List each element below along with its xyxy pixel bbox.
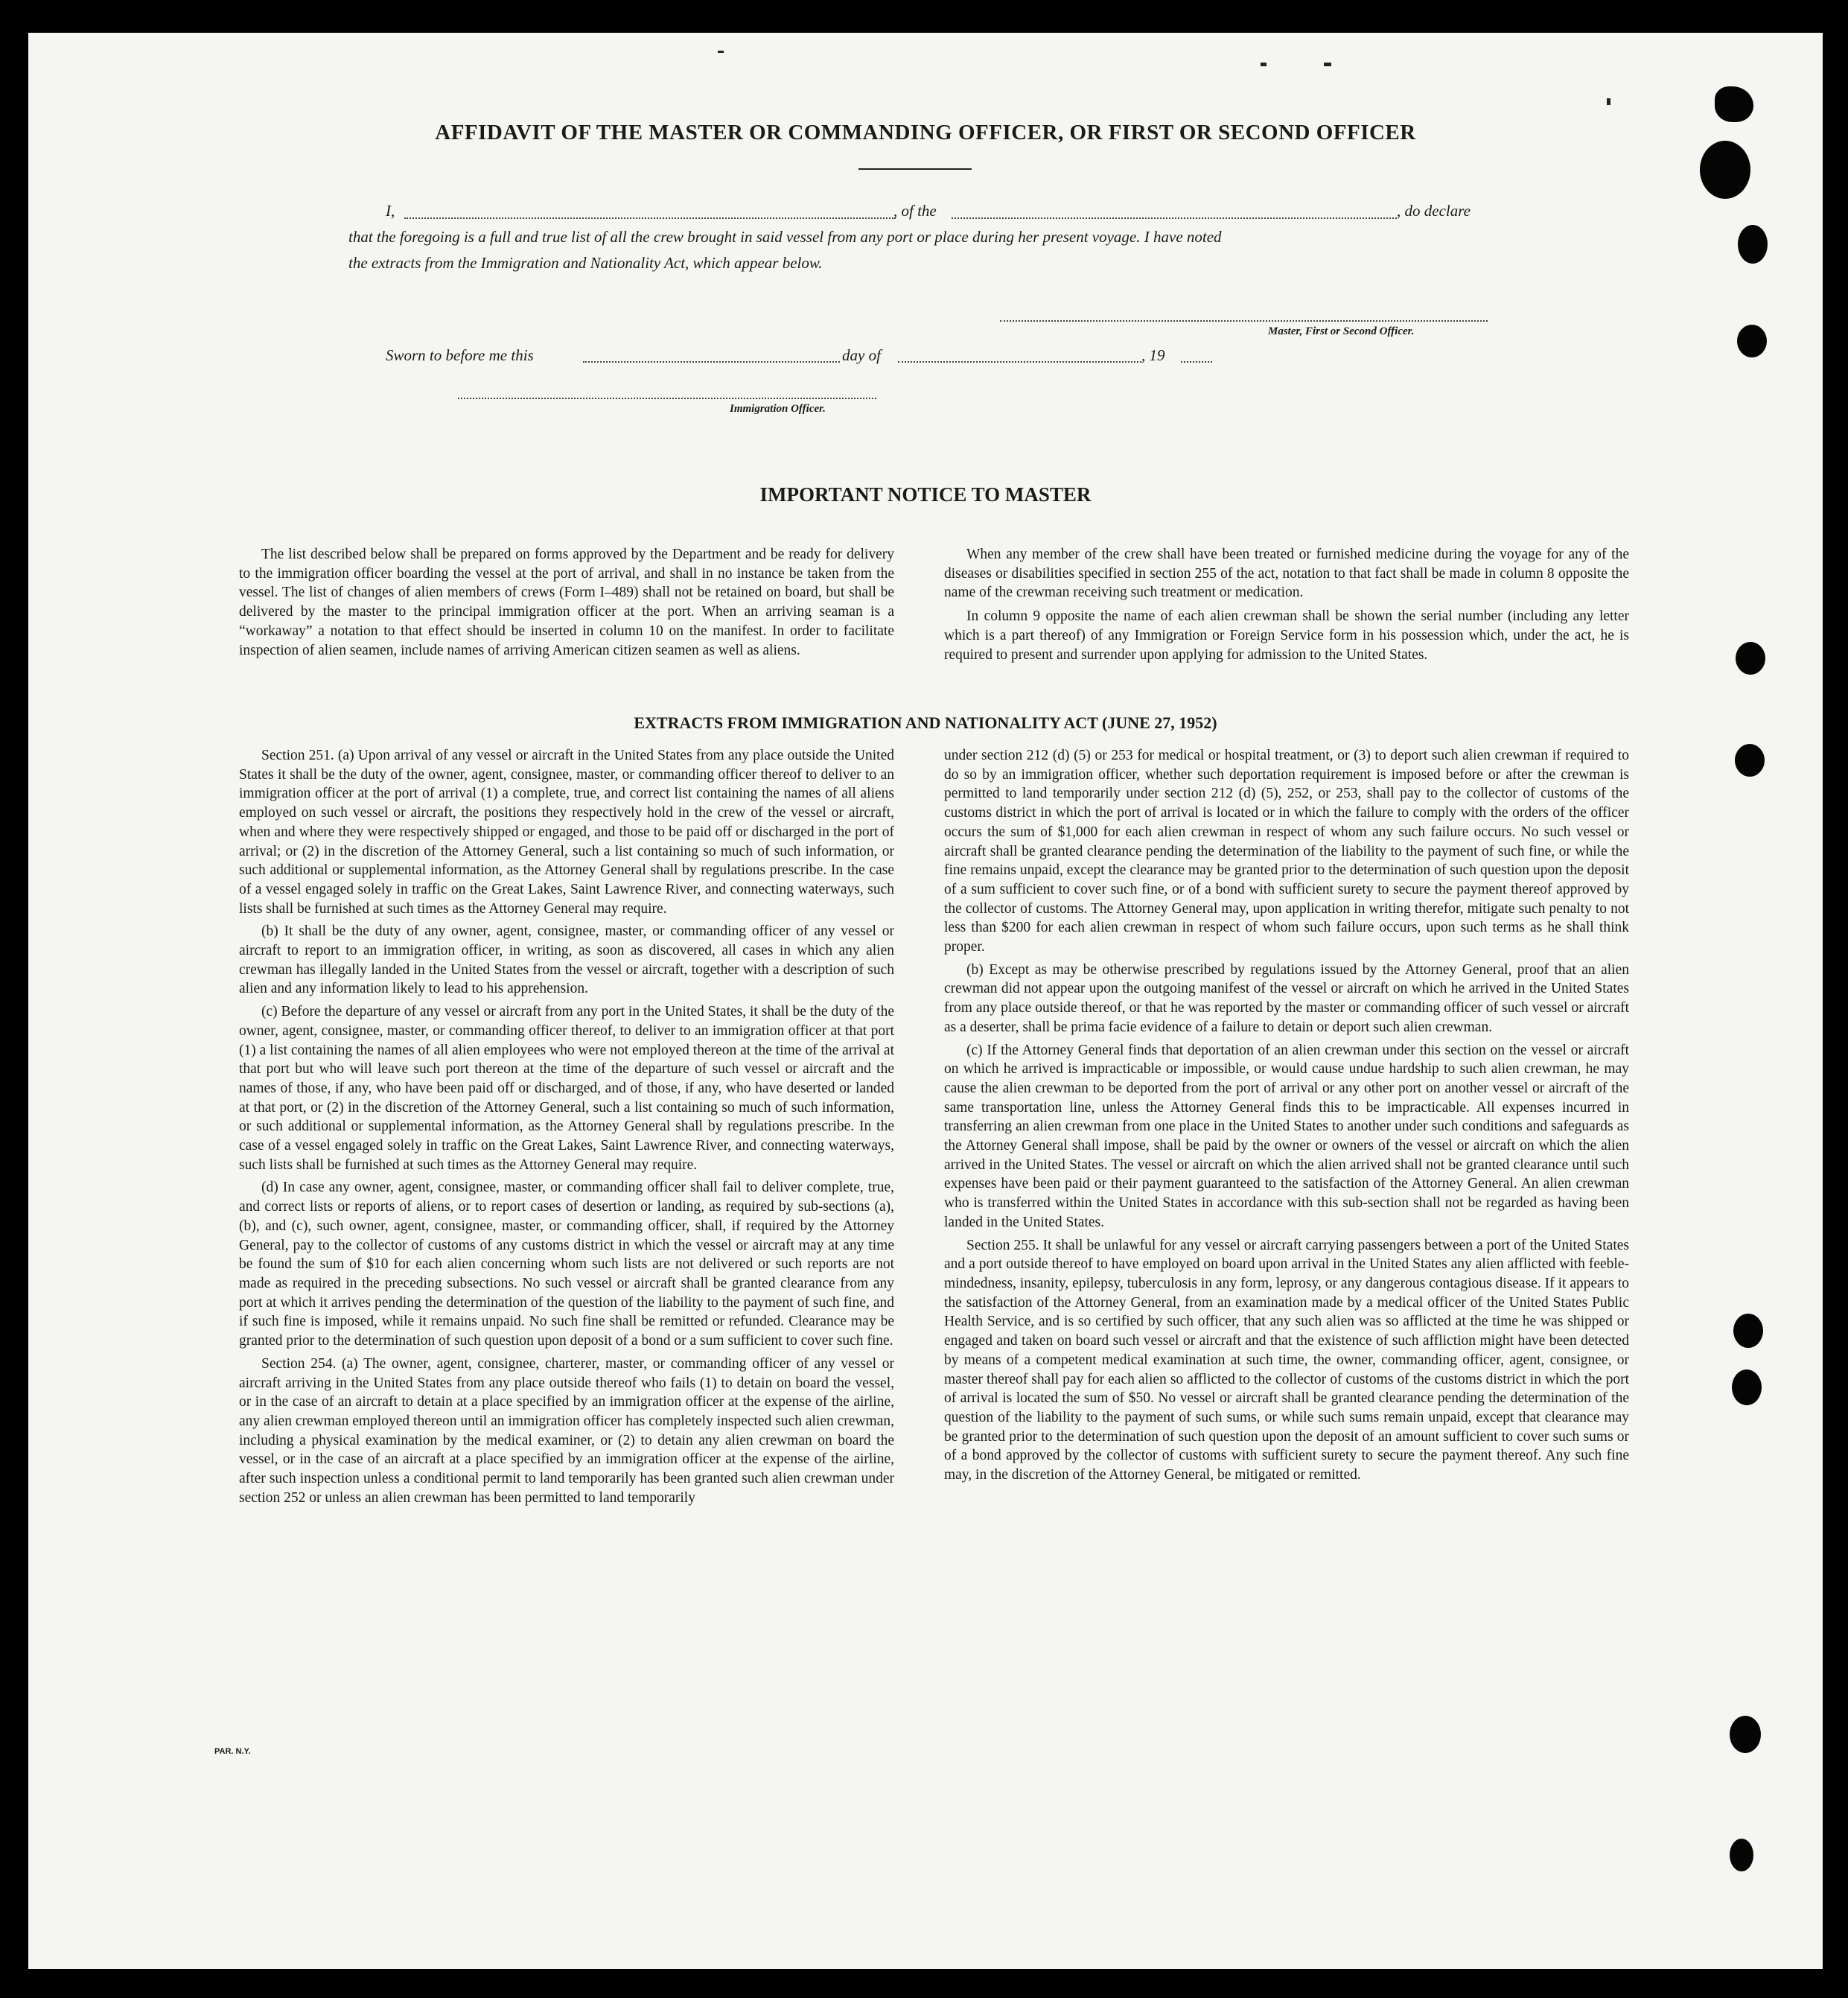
affidavit-i-label: I,	[386, 202, 395, 220]
notice-left-paragraph: The list described below shall be prepared on forms approved by the Department and be ready for delivery to the immigration officer boarding the vessel at the port of arrival, and shall in no instance be taken from the vessel. The list of changes of alien members of crews (Form I–489) shall not be retained on board, but shall be delivered by the master to the principal immigration officer at the port. When an arriving seaman is a “workaway” a notation to that effect should be inserted in column 10 on the manifest. In order to facilitate inspection of alien seamen, include names of arriving American citizen seamen as well as aliens.	[239, 547, 894, 658]
title-divider	[858, 168, 972, 170]
section-254-c: (c) If the Attorney General finds that deportation of an alien crewman under this section on the vessel or aircraft on which he arrived is impracticable or impossible, or would cause undue hardship to such alien crewman, he may cause the alien crewman to be deported from the port of arrival or any other port on another vessel or aircraft of the same transportation line, unless the Attorney General finds this to be impracticable. All expenses incurred in transferring an alien crewman from one place in the United States to another under such conditions and safeguards as the Attorney General shall impose, shall be paid by the owner or owners of the vessel or aircraft on which the alien arrived in the United States. The vessel or aircraft on which the alien arrived shall not be granted clearance until such expenses have been paid or their payment guaranteed to the satisfaction of the Attorney General. An alien crewman who is transferred within the United States in accordance with this sub-section shall not be regarded as having been landed in the United States.	[944, 1042, 1629, 1230]
notice-heading: IMPORTANT NOTICE TO MASTER	[759, 483, 1092, 506]
master-caption: Master, First or Second Officer.	[1268, 325, 1415, 337]
document-page	[28, 33, 1823, 1969]
notice-right-paragraph-2: In column 9 opposite the name of each alien crewman shall be shown the serial number (including any letter which is a part thereof) of any Immigration or Foreign Service form in his possession which, under the act, he is required to present and surrender upon applying for admission to the United States.	[944, 608, 1629, 663]
punch-hole	[1736, 642, 1765, 675]
notice-right-column	[944, 545, 1629, 664]
punch-hole	[1738, 225, 1768, 264]
punch-hole	[1735, 744, 1765, 777]
punch-hole	[1733, 1314, 1763, 1348]
affidavit-statement-line: that the foregoing is a full and true list of all the crew brought in said vessel from any port or place during her present voyage. I have noted	[348, 228, 1222, 246]
day-of-label: day of	[842, 346, 881, 364]
punch-hole	[1737, 325, 1767, 357]
sworn-day-blank	[583, 361, 840, 363]
speck	[718, 51, 724, 53]
affidavit-title: AFFIDAVIT OF THE MASTER OR COMMANDING OFFICER, OR FIRST OR SECOND OFFICER	[435, 121, 1416, 144]
sworn-label: Sworn to before me this	[386, 346, 534, 364]
extracts-heading: EXTRACTS FROM IMMIGRATION AND NATIONALITY ACT (JUNE 27, 1952)	[634, 713, 1217, 732]
do-declare-label: , do declare	[1397, 202, 1471, 220]
officer-signature-line	[458, 398, 876, 399]
affidavit-extracts-line: the extracts from the Immigration and Nationality Act, which appear below.	[348, 254, 823, 272]
name-blank	[404, 217, 896, 219]
year-label: , 19	[1141, 346, 1165, 364]
speck	[1324, 63, 1331, 66]
printer-code: PAR. N.Y.	[214, 1747, 251, 1756]
vessel-blank	[952, 217, 1397, 219]
punch-hole	[1700, 141, 1750, 199]
notice-right-paragraph-1: When any member of the crew shall have been treated or furnished medicine during the voyage for any of the diseases or disabilities specified in section 255 of the act, notation to that fact shall be made in column 8 opposite the name of the crewman receiving such treatment or medication.	[944, 547, 1629, 601]
section-254-b: (b) Except as may be otherwise prescribed by regulations issued by the Attorney General, proof that an alien crewman did not appear upon the outgoing manifest of the vessel or aircraft on which he arrived in the United States from any place outside thereof, or that he was reported by the master or commanding officer of such vessel or aircraft as a deserter, shall be prima facie evidence of a failure to detain or deport such alien crewman.	[944, 961, 1629, 1035]
punch-hole	[1730, 1716, 1761, 1753]
sworn-month-blank	[898, 361, 1141, 363]
section-254-a: Section 254. (a) The owner, agent, consignee, charterer, master, or commanding officer of any vessel or aircraft arriving in the United States from any place outside thereof who fails (1) to detain on board the vessel, or in the case of an aircraft to detain at a place specified by an immigration officer at the expense of the airline, any alien crewman employed thereon until an immigration officer has completely inspected such alien crewman, including a physical examination by the medical examiner, or (2) to detain any alien crewman on board the vessel, or in the case of an aircraft at a place specified by an immigration officer at the expense of the airline, after such inspection unless a conditional permit to land temporarily has been granted such alien crewman under section 252 or unless an alien crewman has been permitted to land temporarily	[239, 1355, 894, 1506]
section-251-d: (d) In case any owner, agent, consignee, master, or commanding officer shall fail to deliver complete, true, and correct lists or reports of aliens, or to report cases of desertion or landing, as required by sub-sections (a), (b), and (c), such owner, agent, consignee, master, or commanding officer, shall, if required by the Attorney General, pay to the collector of customs of any customs district in which the vessel or aircraft may at any time be found the sum of $10 for each alien concerning whom such lists are not delivered or such reports are not made as required in the preceding subsections. No such vessel or aircraft shall be granted clearance from any port at which it arrives pending the determination of the question of the liability to the payment of such fine, and if such fine is imposed, while it remains unpaid. No such fine shall be remitted or refunded. Clearance may be granted prior to the determination of such question upon deposit of a bond or a sum sufficient to cover such fine.	[239, 1180, 894, 1349]
speck	[1261, 63, 1266, 66]
speck	[1607, 98, 1610, 105]
section-251-a: Section 251. (a) Upon arrival of any vessel or aircraft in the United States from any place outside the United States it shall be the duty of the owner, agent, consignee, master, or commanding officer thereof to deliver to an immigration officer at the port of arrival (1) a complete, true, and correct list containing the names of all aliens employed on such vessel or aircraft, the positions they respectively hold in the crew of the vessel or aircraft, when and where they were respectively shipped or engaged, and those to be paid off or discharged in the port of arrival; or (2) in the discretion of the Attorney General, such a list containing so much of such information, or such additional or supplemental information, as the Attorney General shall by regulations prescribe. In the case of a vessel engaged solely in traffic on the Great Lakes, Saint Lawrence River, and connecting waterways, such lists shall be furnished at such times as the Attorney General may require.	[239, 748, 894, 917]
notice-left-column	[239, 545, 894, 660]
of-the-label: , of the	[893, 202, 937, 220]
punch-hole	[1715, 86, 1753, 122]
master-signature-line	[1000, 320, 1488, 322]
year-blank	[1181, 361, 1212, 363]
punch-hole	[1730, 1839, 1753, 1871]
extracts-left-column	[239, 746, 894, 1507]
punch-hole	[1732, 1369, 1762, 1405]
extracts-right-column	[944, 746, 1629, 1485]
officer-caption: Immigration Officer.	[730, 403, 826, 415]
section-251-c: (c) Before the departure of any vessel or aircraft from any port in the United States, it shall be the duty of the owner, agent, consignee, master, or commanding officer thereof, to deliver to an immigration officer at that port (1) a list containing the names of all alien employees who were not employed thereon at the time of the arrival at that port but who will leave such port thereon at the time of the departure of such vessel or aircraft and the names of those, if any, who have been paid off or discharged, and of those, if any, who have deserted or landed at that port, or (2) in the discretion of the Attorney General, such a list containing so much of such information, or such additional or supplemental information, as the Attorney General shall by regulations prescribe. In the case of a vessel engaged solely in traffic on the Great Lakes, Saint Lawrence River, and connecting waterways, such lists shall be furnished at such times as the Attorney General may require.	[239, 1004, 894, 1173]
section-254-a-continued: under section 212 (d) (5) or 253 for medical or hospital treatment, or (3) to deport such alien crewman if required to do so by an immigration officer, whether such deportation requirement is imposed before or after the crewman is permitted to land temporarily under section 212 (d) (5), 252, or 253, shall pay to the collector of customs of the customs district in which the port of arrival is located or in which the failure to comply with the orders of the officer occurs the sum of $1,000 for each alien crewman in respect of whom any such failure occurs. No such vessel or aircraft shall be granted clearance pending the determination of the liability to the payment of such fine, or while the fine remains unpaid, except the clearance may be granted prior to the determination of such question upon the deposit of a sum sufficient to cover such fine, or of a bond with sufficient surety to secure the payment thereof approved by the collector of customs. The Attorney General may, upon application in writing therefor, mitigate such penalty to not less than $200 for each alien crewman in respect of whom such failure occurs, upon such terms as he shall think proper.	[944, 748, 1629, 955]
section-255: Section 255. It shall be unlawful for any vessel or aircraft carrying passengers between a port of the United States and a port outside thereof to have employed on board upon arrival in the United States any alien afflicted with feeble-mindedness, insanity, epilepsy, tuberculosis in any form, leprosy, or any dangerous contagious disease. If it appears to the satisfaction of the Attorney General, from an examination made by a medical officer of the United States Public Health Service, and is so certified by such officer, that any such alien was so afflicted at the time he was shipped or engaged and taken on board such vessel or aircraft and that the existence of such affliction might have been detected by means of a competent medical examination at such time, the owner, commanding officer, agent, consignee, or master thereof shall pay for each alien so afflicted to the collector of customs of the customs district in which the port of arrival is located the sum of $50. No vessel or aircraft shall be granted clearance pending the determination of the question of the liability to the payment of such sums, or while such sums remain unpaid, except that clearance may be granted prior to the determination of such question upon the deposit of an amount sufficient to cover such sums or of a bond approved by the collector of customs with sufficient surety to secure the payment thereof. Any such fine may, in the discretion of the Attorney General, be mitigated or remitted.	[944, 1237, 1629, 1483]
section-251-b: (b) It shall be the duty of any owner, agent, consignee, master, or commanding officer of any vessel or aircraft to report to an immigration officer, in writing, as soon as discovered, all cases in which any alien crewman has illegally landed in the United States from the vessel or aircraft, together with a description of such alien and any information likely to lead to his apprehension.	[239, 923, 894, 997]
